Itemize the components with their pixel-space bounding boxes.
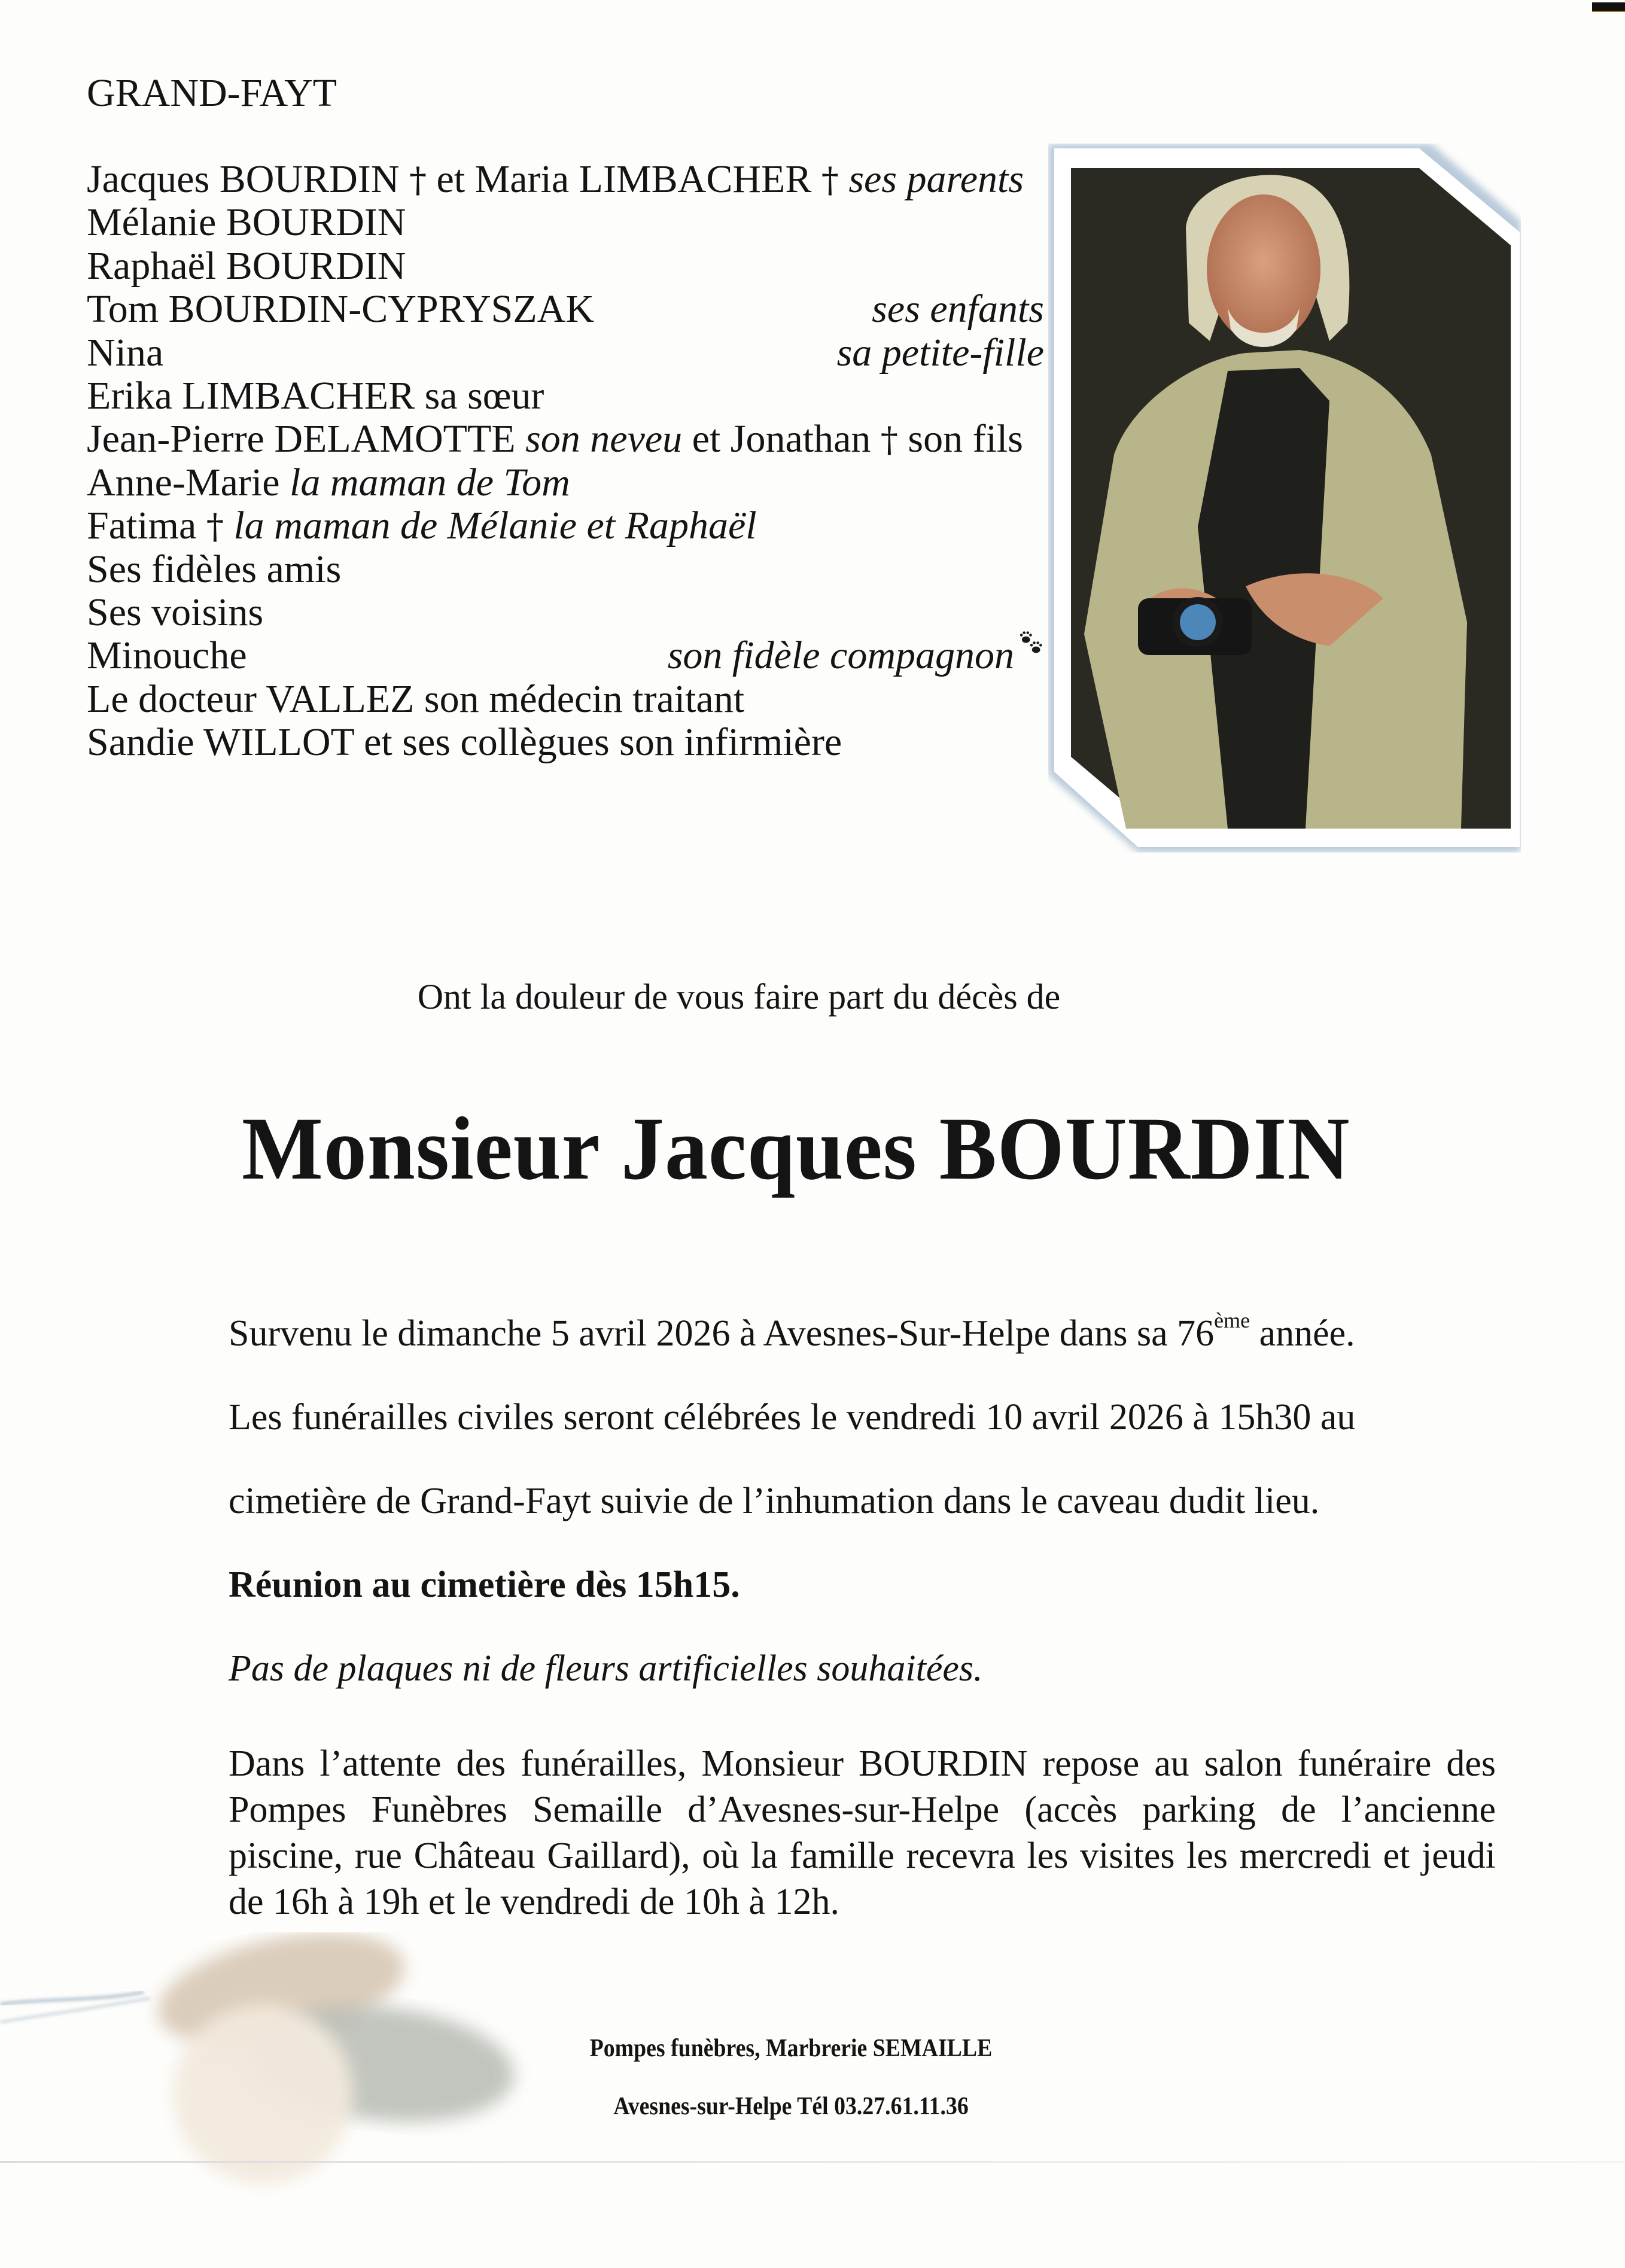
name-text: Jacques BOURDIN <box>87 157 409 201</box>
name-text: Jean-Pierre DELAMOTTE <box>87 417 526 461</box>
family-member <box>87 678 744 721</box>
cross-icon: † <box>409 160 427 200</box>
family-line <box>87 591 1044 634</box>
family-member <box>87 504 757 548</box>
relation-label: sa petite-fille <box>836 330 1044 375</box>
funeral-line-2: cimetière de Grand-Fayt suivie de l’inhumation dans le caveau dudit lieu. <box>229 1481 1320 1521</box>
family-line <box>87 158 1044 201</box>
name-text: Ses fidèles amis <box>87 547 342 591</box>
portrait-photo-frame <box>1048 144 1521 853</box>
name-text: et Maria LIMBACHER <box>426 157 821 201</box>
death-line-end: année. <box>1250 1313 1355 1354</box>
family-member <box>87 375 544 418</box>
family-member <box>87 201 406 244</box>
name-text: Fatima <box>87 504 206 548</box>
ordinal-suffix: ème <box>1214 1308 1250 1332</box>
name-text <box>839 157 849 201</box>
family-member <box>87 721 842 764</box>
funeral-home-name: Pompes funèbres, Marbrerie SEMAILLE <box>589 2035 993 2062</box>
name-text: Nina <box>87 330 164 375</box>
death-line-text: Survenu le dimanche 5 avril 2026 à Avesnes-Sur-Helpe dans sa 76 <box>229 1313 1215 1354</box>
family-line <box>87 634 1044 677</box>
name-text: Sandie WILLOT et ses collègues son infirmière <box>87 720 842 765</box>
family-member <box>87 418 1023 461</box>
relation-label: son fidèle compagnon <box>667 634 1014 678</box>
death-line <box>229 1308 1355 1355</box>
family-line <box>87 504 1044 547</box>
family-member <box>87 245 406 288</box>
relation-label: ses enfants <box>872 287 1044 331</box>
relation-label: la maman de Tom <box>290 460 570 504</box>
family-member <box>87 461 570 504</box>
family-line <box>87 375 1044 418</box>
family-line <box>87 288 1044 331</box>
name-text: son fils <box>897 417 1023 461</box>
family-line <box>87 548 1044 591</box>
relation-label: ses parents <box>848 157 1024 201</box>
scan-corner-mark <box>1592 2 1625 12</box>
relation-label: la maman de Mélanie et Raphaël <box>223 504 757 548</box>
village-name: GRAND-FAYT <box>87 71 337 115</box>
flowers-note: Pas de plaques ni de fleurs artificielles souhaitées. <box>229 1648 983 1689</box>
family-line <box>87 678 1044 721</box>
name-text: Anne-Marie <box>87 460 290 504</box>
family-member <box>87 331 163 375</box>
name-text: Ses voisins <box>87 590 264 634</box>
decorative-flowers-image <box>0 1932 574 2196</box>
funeral-home-contact: Avesnes-sur-Helpe Tél 03.27.61.11.36 <box>613 2093 969 2120</box>
cross-icon: † <box>880 419 898 461</box>
family-line <box>87 245 1044 288</box>
family-line <box>87 721 1044 764</box>
name-text: et Jonathan <box>682 417 881 461</box>
page-edge-line <box>0 2161 1625 2163</box>
name-text: Mélanie BOURDIN <box>87 200 406 245</box>
family-line <box>87 418 1044 461</box>
paw-prints-icon <box>1018 628 1045 656</box>
name-text: Erika LIMBACHER sa sœur <box>87 374 544 418</box>
family-member <box>87 548 341 591</box>
announcement-text: Ont la douleur de vous faire part du décès de <box>417 977 1061 1016</box>
family-line <box>87 331 1044 375</box>
family-member <box>87 288 594 331</box>
family-line <box>87 201 1044 244</box>
visit-paragraph: Dans l’attente des funérailles, Monsieur BOURDIN repose au salon funéraire des Pompes Funèbres Semaille d’Avesnes-sur-Helpe (accès parking de l’ancienne piscine, rue Château Gaillard), où la famille recevra les visites les mercredi et jeudi de 16h à 19h et le vendredi de 10h à 12h. <box>229 1743 1496 1922</box>
portrait-photo <box>1048 144 1521 853</box>
cross-icon: † <box>821 160 839 200</box>
name-text: Le docteur VALLEZ son médecin traitant <box>87 677 745 721</box>
deceased-name: Monsieur Jacques BOURDIN <box>242 1099 1350 1198</box>
relation-label: son neveu <box>525 417 683 461</box>
cross-icon: † <box>206 506 224 547</box>
family-member <box>87 591 263 634</box>
family-member <box>87 158 1024 202</box>
funeral-line-1: Les funérailles civiles seront célébrées le vendredi 10 avril 2026 à 15h30 au <box>229 1397 1356 1438</box>
name-text: Minouche <box>87 634 247 678</box>
name-text: Raphaël BOURDIN <box>87 243 406 288</box>
meeting-note: Réunion au cimetière dès 15h15. <box>229 1564 740 1605</box>
family-member <box>87 634 247 677</box>
name-text: Tom BOURDIN-CYPRYSZAK <box>87 287 594 331</box>
family-line <box>87 461 1044 504</box>
